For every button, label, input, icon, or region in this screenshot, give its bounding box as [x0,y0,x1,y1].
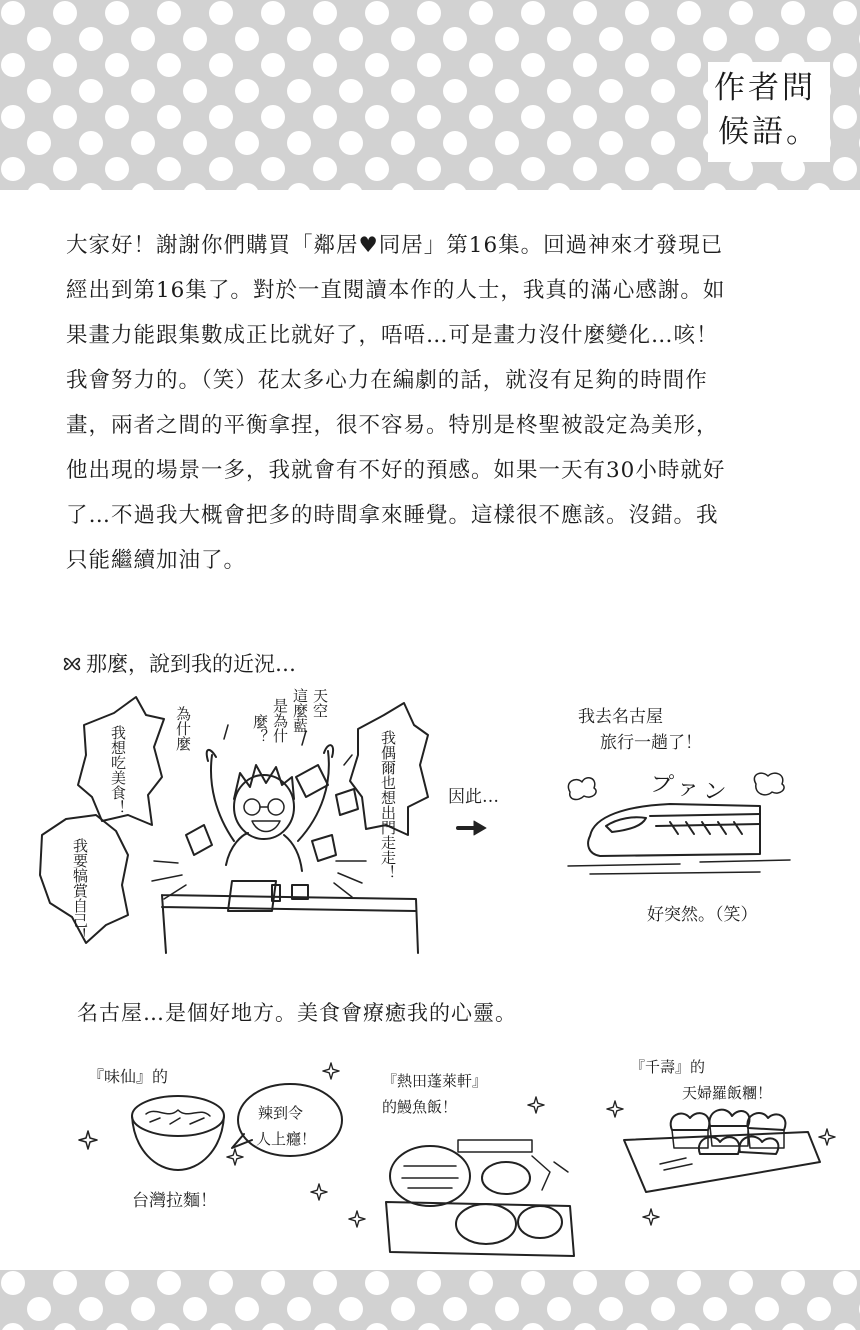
shout-sky-line-2: 這麼藍 [291,688,309,733]
paragraph-line: 只能繼續加油了。 [66,548,247,573]
paragraph-line: 他出現的場景一多，我就會有不好的預感。如果一天有30小時就好 [66,458,726,483]
flower-icon [60,652,84,676]
tenmusu-plate-illustration [620,1104,824,1200]
sparkle-icon [348,1210,366,1228]
polka-dot-pattern [0,1270,860,1330]
sparkle-icon [78,1130,98,1150]
sparkle-icon [226,1148,244,1166]
shout-sky-line-1: 天空 [311,688,329,718]
misen-label: 『味仙』的 [88,1067,169,1086]
trip-caption-line-1: 我去名古屋 [578,707,663,727]
paragraph-line: 我會努力的。（笑）花太多心力在編劇的話，就沒有足夠的時間作 [66,368,708,393]
sparkle-icon [527,1096,545,1114]
houraiken-label-line-1: 『熱田蓬萊軒』 [382,1072,488,1090]
senju-label-line-1: 『千壽』的 [630,1058,706,1076]
senju-label-line-2: 天婦羅飯糰！ [682,1084,773,1102]
bottom-polka-dot-band [0,1270,860,1330]
bubble-want-food: 我想吃美食！ [109,725,127,815]
sudden-caption: 好突然。（笑） [647,905,758,925]
sparkle-icon [606,1100,624,1118]
paragraph-line: 大家好！謝謝你們購買「鄰居♥同居」第16集。回過神來才發現已 [66,233,724,258]
taiwan-ramen-label: 台灣拉麵！ [132,1191,217,1211]
arrow-right-icon [456,818,490,838]
houraiken-label-line-2: 的鰻魚飯！ [382,1098,458,1116]
section-heading: 那麼，說到我的近況… [86,652,296,676]
page-title-line-1: 作者問 [714,70,816,106]
page-title-line-2: 候語。 [718,114,820,150]
spicy-bubble-line-1: 辣到令 [258,1104,304,1122]
train-horn-sfx: プァン [648,770,732,808]
trip-caption-line-2: 旅行一趟了！ [600,733,702,753]
therefore-caption: 因此… [448,787,499,807]
shout-sky-line-3: 是為什 [271,698,289,743]
shout-sky-line-4: 麼？ [251,714,269,744]
sparkle-icon [310,1183,328,1201]
shinkansen-train-illustration [560,770,800,880]
spicy-bubble-line-2: 人上癮！ [256,1130,317,1148]
paragraph-line: 了…不過我大概會把多的時間拿來睡覺。這樣很不應該。沒錯。我 [66,503,719,528]
greeting-paragraph [66,223,796,583]
paragraph-line: 經出到第16集了。對於一直閱讀本作的人士，我真的滿心感謝。如 [66,278,726,303]
shout-why: 為什麼 [174,706,192,751]
sparkle-icon [322,1062,340,1080]
bubble-want-go-out: 我偶爾也想出門走走！ [379,730,397,880]
page-title [714,66,830,154]
sparkle-icon [818,1128,836,1146]
paragraph-line: 果畫力能跟集數成正比就好了，唔唔…可是畫力沒什麼變化…咳！ [66,323,719,348]
paragraph-line: 畫，兩者之間的平衡拿捏，很不容易。特別是柊聖被設定為美形， [66,413,719,438]
nagoya-sentence: 名古屋…是個好地方。美食會療癒我的心靈。 [77,1001,517,1025]
hitsumabushi-tray-illustration [382,1132,578,1262]
bubble-reward-self: 我要犒賞自己！ [71,838,89,943]
sparkle-icon [642,1208,660,1226]
